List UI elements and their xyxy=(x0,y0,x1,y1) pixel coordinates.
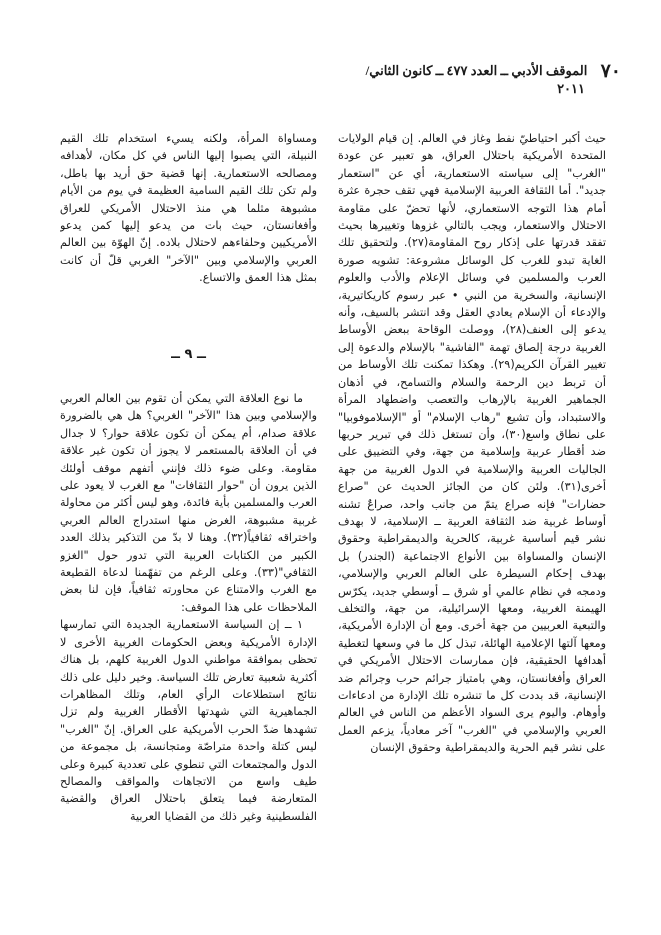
paragraph-question: ما نوع العلاقة التي يمكن أن تقوم بين العالم العربي والإسلامي وبين هذا "الآخر" الغربي؟ هل هي بالضرورة علاقة صدام، أم يمكن أن تكون علاقة حوار؟ لا جدال في أن العلاقة بالمستعمر لا يجوز أن تكون غير علاقة مقاومة. وعلى ضوء ذلك فإنني أتفهم موقف أولئك الذين يرون أن "حوار الثقافات" مع الغرب لا يعود على العرب والمسلمين بأية فائدة، وهو ليس أكثر من محاولة غربية مشبوهة، الغرض منها استدراج العالم العربي واختراقه ثقافياً(٣٢). وهنا لا بدّ من التذكير بذلك العدد الكبير من الكتابات العربية التي تدور حول "الغزو الثقافي"(٣٣). وعلى الرغم من تفهّمنا لدعاة القطيعة مع الغرب والامتناع عن محاورته ثقافياً، فإن لنا بعض الملاحظات على هذا الموقف: xyxy=(60,392,317,614)
right-column xyxy=(338,130,606,900)
journal-title: الموقف الأدبي ــ العدد ٤٧٧ ــ كانون الثاني/ xyxy=(365,63,588,78)
page-number: ٧٠ xyxy=(600,61,621,82)
left-column-top xyxy=(60,130,317,310)
header-line-1 xyxy=(331,62,621,80)
left-column-bottom xyxy=(60,390,317,910)
left-column-top-text: ومساواة المرأة، ولكنه يسيء استخدام تلك القيم النبيلة، التي يصبوا إليها الناس في كل مكان، لأهدافه ومصالحه الاستعمارية. إنها قضية حق أريد بها باطل، ولم تكن تلك القيم السامية العظيمة في يوم من الأيام مشبوهة مثلما هي منذ الاحتلال الأمريكي للعراق وأفغانستان، حيث بات من يدعو إليها كمن يدعو الأمريكيين وحلفاءهم لاحتلال بلاده. إنّ الهوّة بين العالم العربي والإسلامي وبين "الآخر" الغربي قلّ أن كانت بمثل هذا العمق والاتساع. xyxy=(60,132,317,285)
journal-year: ٢٠١١ xyxy=(557,81,585,96)
right-column-text: حيث أكبر احتياطيّ نفط وغاز في العالم. إن قيام الولايات المتحدة الأمريكية باحتلال العراق، هو تعبير عن عودة "الغرب" إلى سياسته الاستعمارية، أي عن "استعمار جديد". أما الثقافة العربية الإسلامية فهي تقف حجرة عثرة أمام هذا التوجه الاستعماري، لأنها تحضّ على مقاومة الاحتلال والاستعمار، ويجب بالتالي غزوها وتغييرها بحيث تفقد قدرتها على إذكار روح المقاومة(٢٧). ولتحقيق تلك الغاية تبدو للغرب كل الوسائل مشروعة: تشويه صورة العرب والمسلمين في وسائل الإعلام والأدب والعلوم الإنسانية، والسخرية من النبي • عبر رسوم كاريكاتيرية، والإدعاء أن الإسلام يعادي العقل وقد انتشر بالسيف، وأنه يدعو إلى العنف(٢٨)، ووصلت الوقاحة ببعض الأوساط الغربية درجة إلصاق تهمة "الفاشية" بالإسلام والدعوة إلى تغيير القرآن الكريم(٢٩). وهكذا تمكنت تلك الأوساط من أن تربط دين الرحمة والسلام والتسامح، في أذهان الجماهير الغربية بالإرهاب والتعصب واضطهاد المرأة والاستبداد، وأن تشيع "رهاب الإسلام" أو "الإسلاموفوبيا" على نطاق واسع(٣٠)، وأن تستغل ذلك في تبرير حربها ضد أقطار عربية وإسلامية من جهة، وفي التضييق على الجاليات العربية والإسلامية في الدول الغربية من جهة أخرى(٣١). ولئن كان من الجائز الحديث عن "صراع حضارات" فإنه صراع يتمّ من جانب واحد، صراعٌ تشنه أوساط غربية ضد الثقافة العربية ــ الإسلامية، لا بهدف نشر قيم أساسية غربية، كالحرية والديمقراطية وحقوق الإنسان والمساواة بين الأنواع الاجتماعية (الجندر) بل بهدف إحكام السيطرة على العالم العربي والإسلامي، ودمجه في نظام عالمي أو شرق ــ أوسطي جديد، يكرّس الهيمنة الغربية، ومعها الإسرائيلية، من جهة، والتخلف والتبعية العربيين من جهة أخرى. ومع أن الإدارة الأمريكية، ومعها آلتها الإعلامية الهائلة، تبذل كل ما في وسعها لتغطية أهدافها الحقيقية، فإن ممارسات الاحتلال الأمريكي في العراق وأفغانستان، وهي بامتياز جرائم حرب وجرائم ضد الإنسانية، قد بددت كل ما تنشره تلك الإدارة من ادعاءات وأوهام. واليوم يرى السواد الأعظم من الناس في العالم العربي والإسلامي في "الغرب" آخر معادياً، يزعم العمل على نشر قيم الحرية والديمقراطية وحقوق الإنسان xyxy=(338,132,606,755)
page-header xyxy=(331,62,621,97)
paragraph-point-one: ١ ــ إن السياسة الاستعمارية الجديدة التي تمارسها الإدارة الأمريكية وبعض الحكومات الغربية الأخرى لا تحظى بموافقة مواطني الدول الغربية كلهم، بل هناك أكثرية شعبية تعارض تلك السياسة. وخير دليل على ذلك نتائج استطلاعات الرأي العام، وتلك المظاهرات الجماهيرية التي شهدتها الأقطار الغربية ولم تزل تشهدها ضدّ الحرب الأمريكية على العراق. إنّ "الغرب" ليس كتلة واحدة متراصّة ومتجانسة، بل مجموعة من الدول والمجتمعات التي تنطوي على تعددية كبيرة وعلى طيف واسع من الاتجاهات والمواقف والمصالح المتعارضة فيما يتعلق باحتلال العراق والقضية الفلسطينية وغير ذلك من القضايا العربية xyxy=(60,618,317,823)
section-number: ــ ٩ ــ xyxy=(171,347,206,362)
